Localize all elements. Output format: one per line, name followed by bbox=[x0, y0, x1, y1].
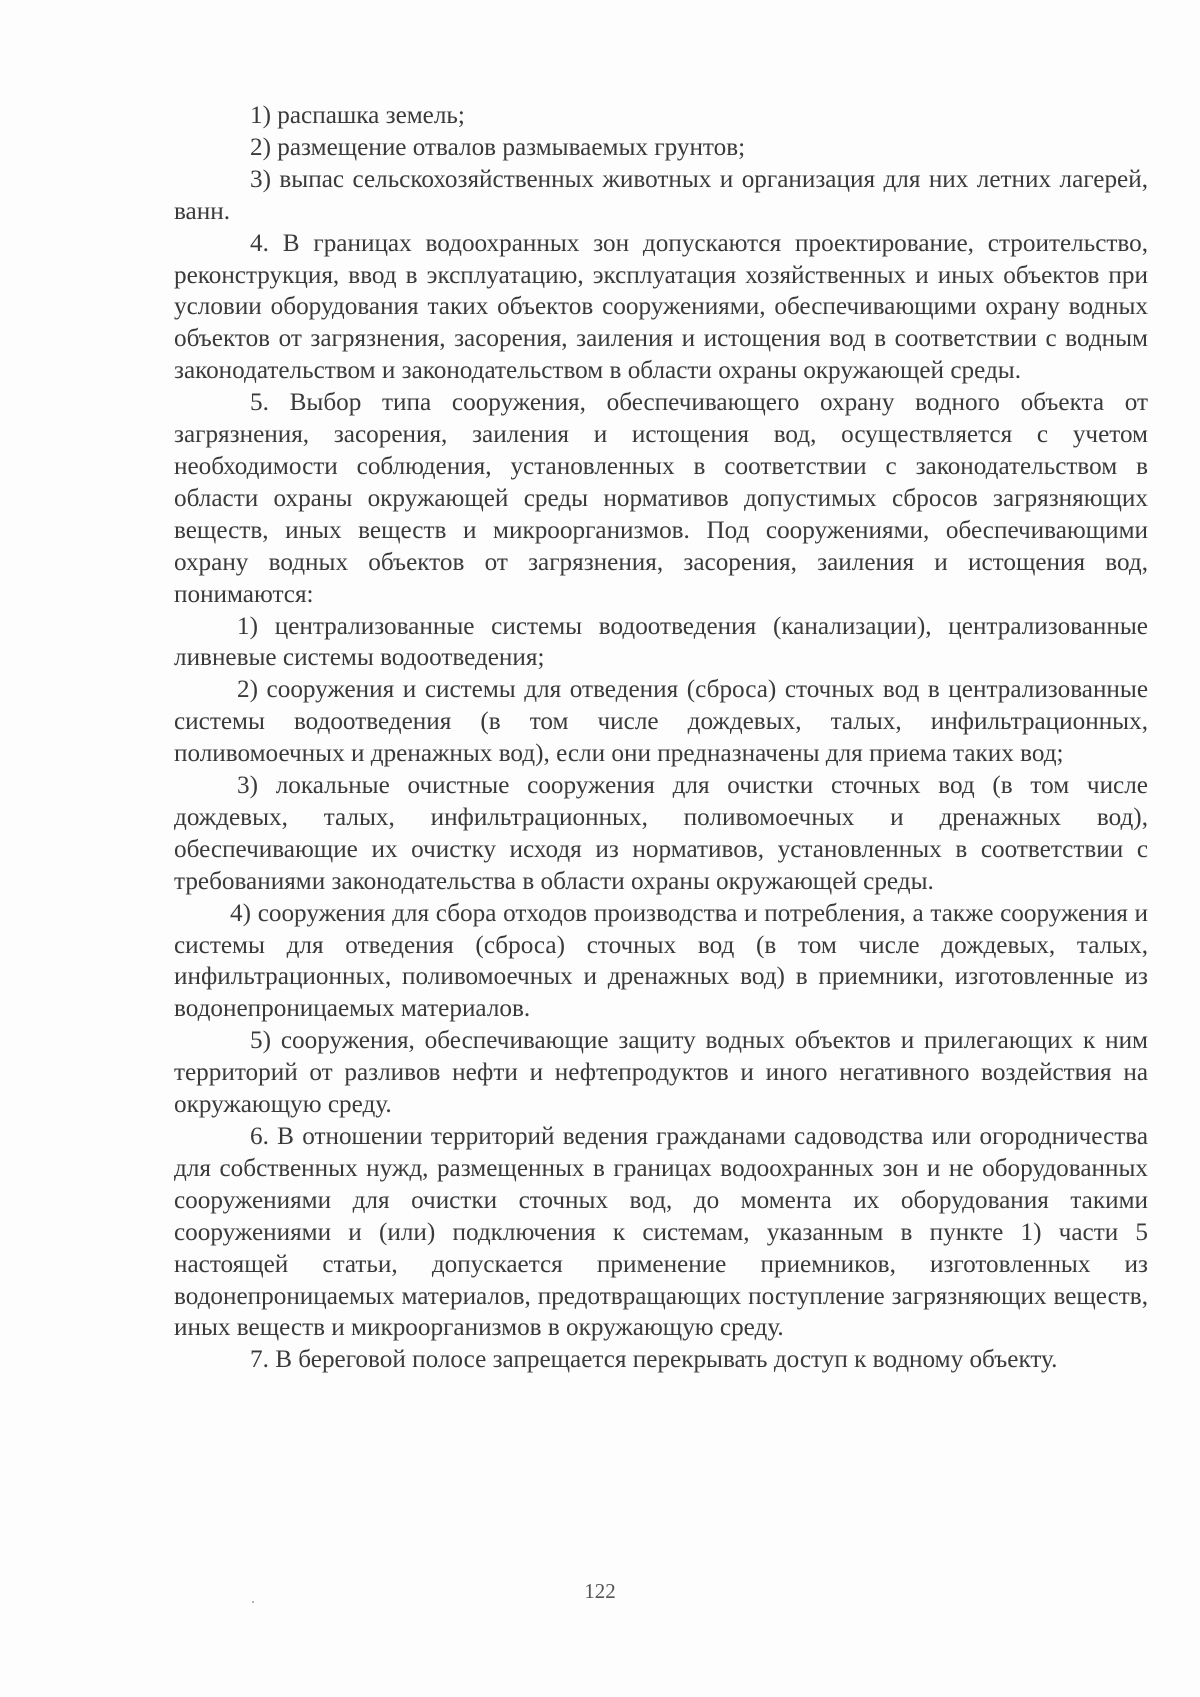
paragraph-7: 7. В береговой полосе запрещается перекрывать доступ к водному объекту. bbox=[250, 1346, 1058, 1374]
scan-speck bbox=[252, 1601, 254, 1603]
page-number: 122 bbox=[584, 1579, 616, 1603]
list-item-5-1: 1) централизованные системы водоотведения (канализации), централизованные ливневые системы водоотведения; bbox=[174, 612, 1148, 672]
list-item-5-4: 4) сооружения для сбора отходов производства и потребления, а также сооружения и системы для отведения (сброса) сточных вод (в том числе дождевых, талых, инфильтрационных, поливомоечных и дренажных вод) в приемники, изготовленные из водонепроницаемых материалов. bbox=[174, 899, 1148, 1023]
list-item-otvaly: 2) размещение отвалов размываемых грунтов; bbox=[250, 133, 746, 161]
list-item-vypas: 3) выпас сельскохозяйственных животных и организация для них летних лагерей, ванн. bbox=[174, 165, 1148, 225]
document-body bbox=[174, 100, 1148, 1376]
paragraph-4: 4. В границах водоохранных зон допускаются проектирование, строительство, реконструкция, ввод в эксплуатацию, эксплуатация хозяйственных и иных объектов при условии оборудования таких объектов сооружениями, обеспечивающими охрану водных объектов от загрязнения, засорения, заиления и истощения вод в соответствии с водным законодательством и законодательством в области охраны окружающей среды. bbox=[174, 229, 1148, 385]
list-item-5-3: 3) локальные очистные сооружения для очистки сточных вод (в том числе дождевых, талых, инфильтрационных, поливомоечных и дренажных вод), обеспечивающие их очистку исходя из нормативов, установленных в соответствии с требованиями законодательства в области охраны окружающей среды. bbox=[174, 772, 1148, 895]
list-item-5-5: 5) сооружения, обеспечивающие защиту водных объектов и прилегающих к ним территорий от разливов нефти и нефтепродуктов и иного негативного воздействия на окружающую среду. bbox=[174, 1027, 1148, 1119]
paragraph-6: 6. В отношении территорий ведения гражданами садоводства или огородничества для собственных нужд, размещенных в границах водоохранных зон и не оборудованных сооружениями для очистки сточных вод, до момента их оборудования такими сооружениями и (или) подключения к системам, указанным в пункте 1) части 5 настоящей статьи, допускается применение приемников, изготовленных из водонепроницаемых материалов, предотвращающих поступление загрязняющих веществ, иных веществ и микроорганизмов в окружающую среду. bbox=[174, 1123, 1148, 1342]
list-item-5-2: 2) сооружения и системы для отведения (сброса) сточных вод в централизованные системы водоотведения (в том числе дождевых, талых, инфильтрационных, поливомоечных и дренажных вод), если они предназначены для приема таких вод; bbox=[174, 676, 1148, 768]
paragraph-5: 5. Выбор типа сооружения, обеспечивающего охрану водного объекта от загрязнения, засорения, заиления и истощения вод, осуществляется с учетом необходимости соблюдения, установленных в соответствии с законодательством в области охраны окружающей среды нормативов допустимых сбросов загрязняющих веществ, иных веществ и микроорганизмов. Под сооружениями, обеспечивающими охрану водных объектов от загрязнения, засорения, заиления и истощения вод, понимаются: bbox=[174, 389, 1148, 608]
list-item-raspashka: 1) распашка земель; bbox=[250, 102, 465, 129]
